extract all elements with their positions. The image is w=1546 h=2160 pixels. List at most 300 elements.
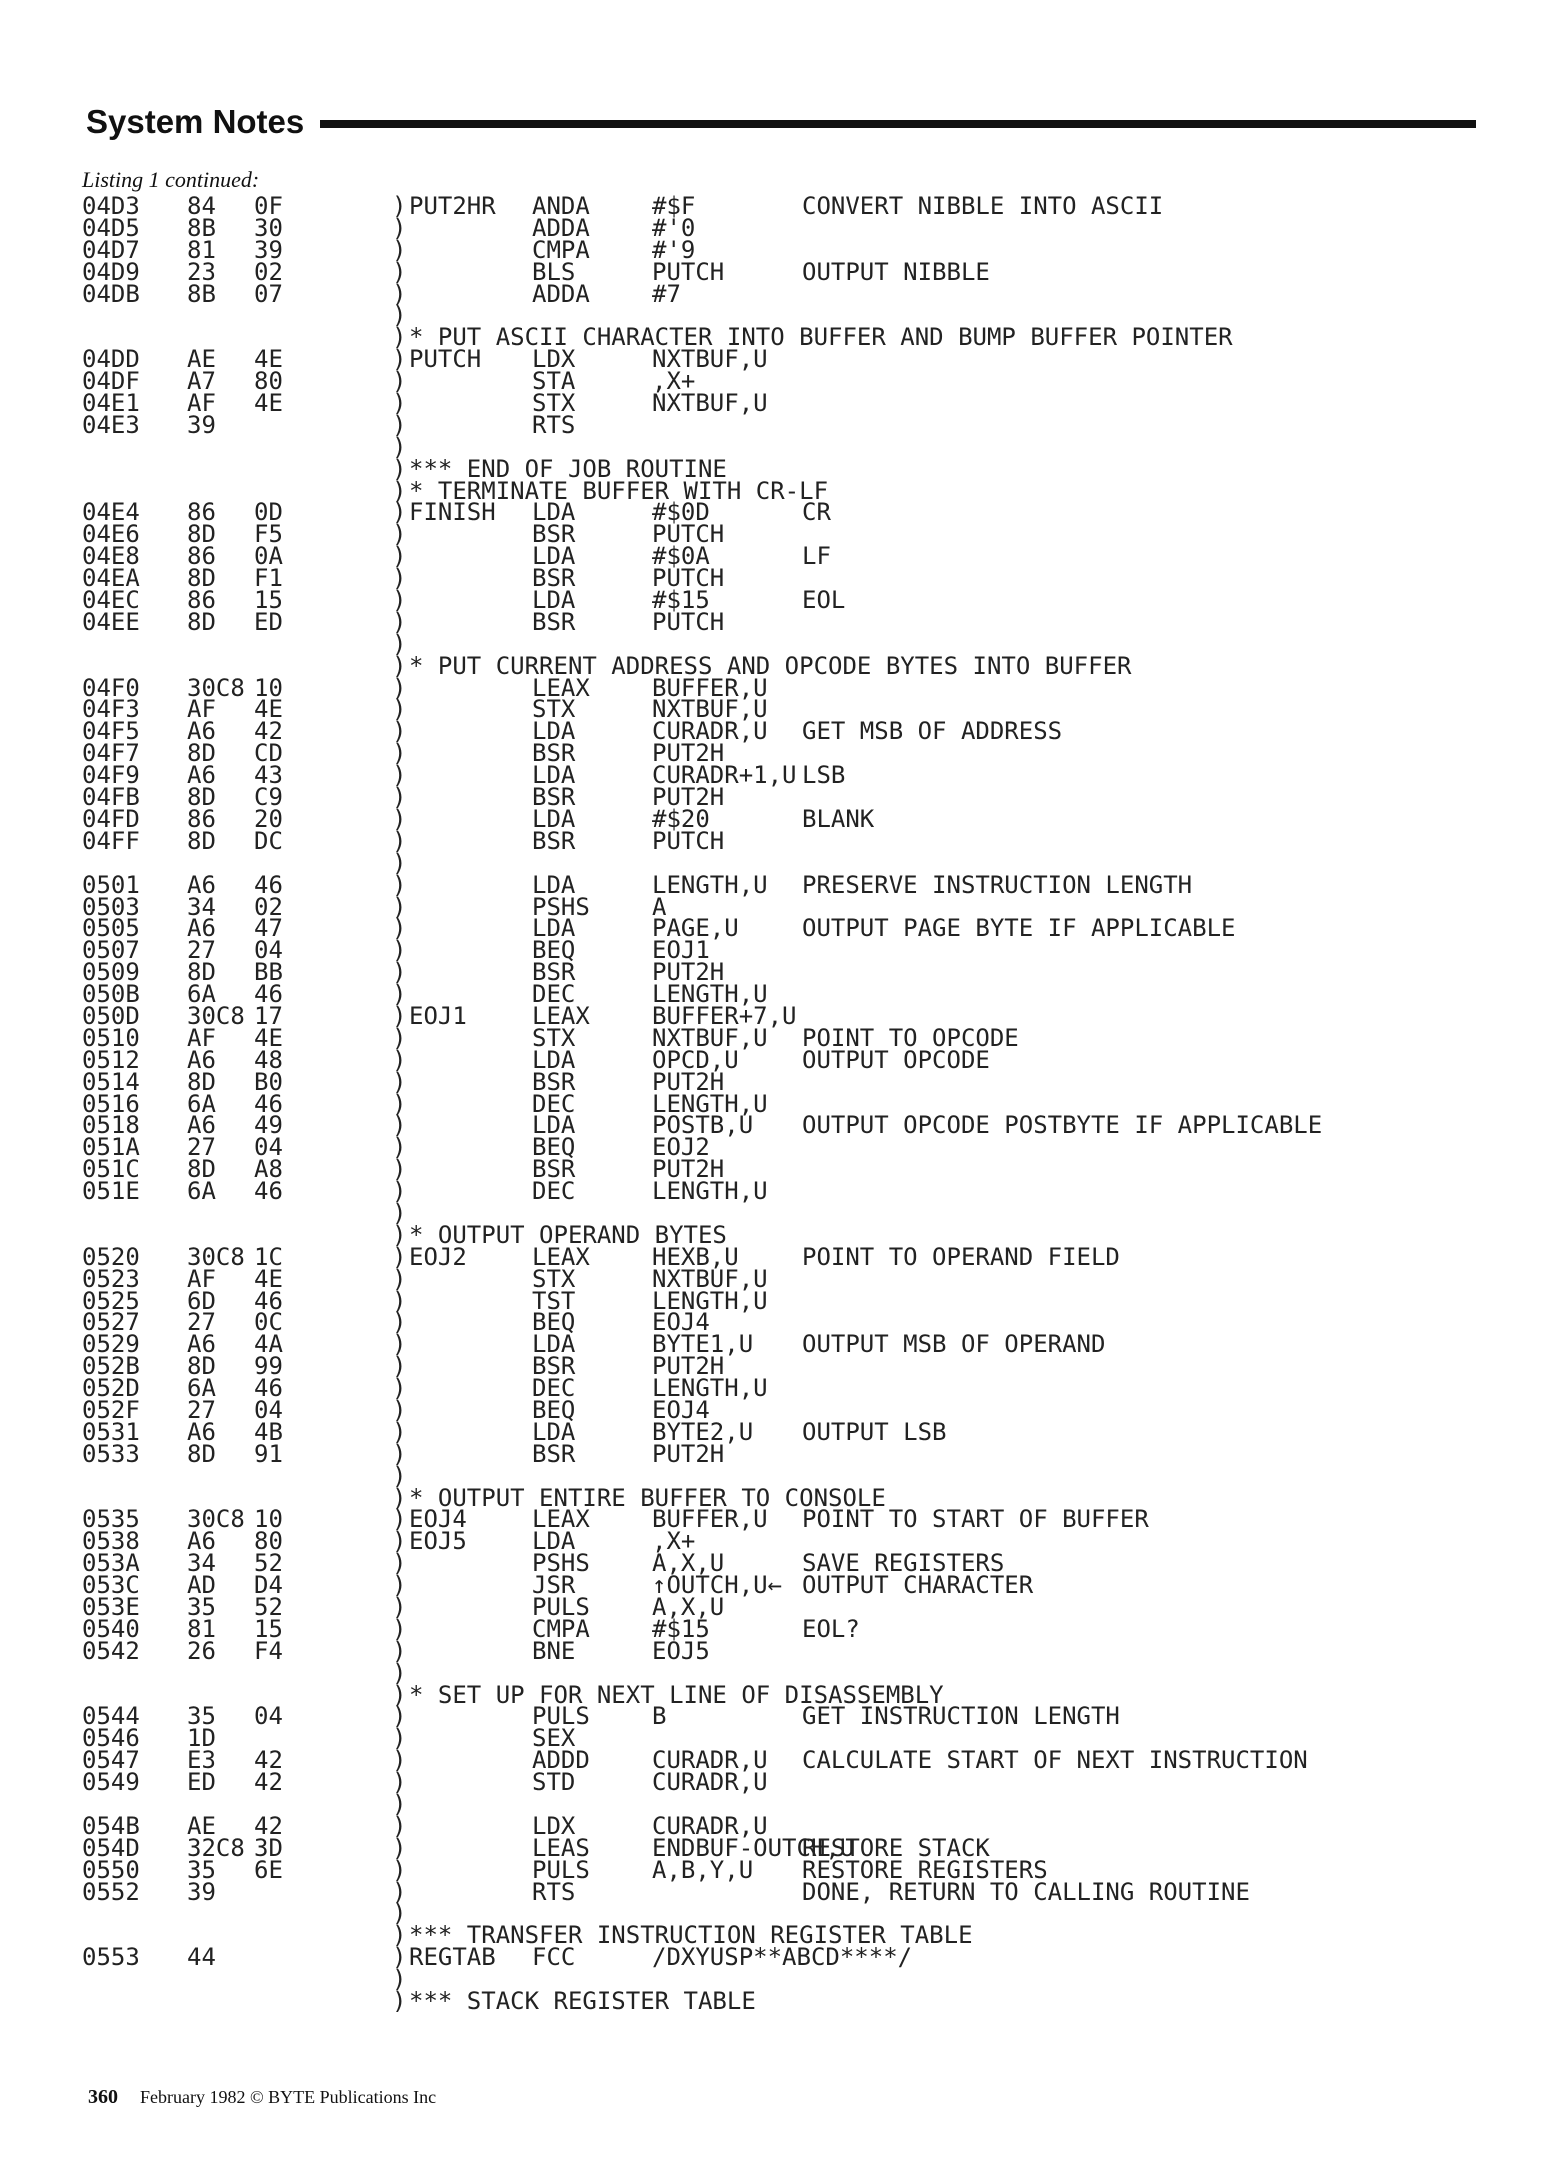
listing-address: 0510: [82, 1023, 140, 1052]
listing-byte: 02: [254, 257, 283, 286]
page-footer: [88, 2085, 436, 2109]
listing-opcode: LDA: [532, 498, 576, 527]
listing-byte: 35: [187, 1593, 216, 1621]
listing-byte: 35: [187, 1702, 216, 1731]
listing-byte: 80: [254, 367, 283, 396]
listing-address: 0503: [82, 892, 140, 921]
listing-byte: AF: [187, 1264, 216, 1293]
listing-opcode: BSR: [532, 520, 576, 549]
code-listing: [82, 192, 1522, 2016]
listing-byte: 15: [254, 1614, 283, 1643]
listing-label: EOJ5: [409, 1527, 467, 1556]
listing-address: 04FD: [82, 804, 140, 833]
listing-opcode: LEAX: [532, 1001, 590, 1030]
listing-line: [82, 1439, 1522, 1468]
listing-opcode: ANDA: [532, 192, 590, 220]
listing-line: [82, 586, 1522, 615]
listing-address: 0535: [82, 1505, 140, 1534]
listing-byte: A8: [254, 1155, 283, 1184]
listing-opcode: LDA: [532, 717, 576, 746]
listing-address: 04F7: [82, 739, 140, 768]
listing-prompt: ): [392, 1899, 407, 1928]
listing-prompt: ): [392, 695, 407, 724]
listing-byte: 39: [254, 235, 283, 264]
listing-opcode: STX: [532, 1023, 576, 1052]
listing-address: 0525: [82, 1286, 140, 1315]
listing-byte: 42: [254, 1746, 283, 1775]
listing-byte: 6A: [187, 1374, 216, 1403]
listing-byte: C9: [254, 783, 283, 812]
listing-line: [82, 1374, 1522, 1403]
listing-opcode: CMPA: [532, 1614, 590, 1643]
listing-remark: * PUT CURRENT ADDRESS AND OPCODE BYTES INTO BUFFER: [409, 651, 1132, 680]
listing-byte: 27: [187, 936, 216, 965]
listing-byte: 27: [187, 1395, 216, 1424]
listing-byte: BB: [254, 958, 283, 987]
listing-address: 054D: [82, 1833, 140, 1862]
listing-byte: 46: [254, 870, 283, 899]
listing-byte: 27: [187, 1308, 216, 1337]
listing-opcode: LDX: [532, 345, 576, 374]
listing-address: 0547: [82, 1746, 140, 1775]
listing-byte: 30C8: [187, 1505, 245, 1534]
listing-address: 0540: [82, 1614, 140, 1643]
listing-line: [82, 1702, 1522, 1731]
listing-prompt: ): [392, 1483, 407, 1512]
listing-byte: 23: [187, 257, 216, 286]
listing-operand: #7: [652, 279, 681, 308]
listing-byte: 86: [187, 498, 216, 527]
listing-line: [82, 345, 1522, 374]
listing-prompt: ): [392, 1001, 407, 1030]
listing-byte: 04: [254, 1395, 283, 1424]
listing-operand: EOJ2: [652, 1133, 710, 1162]
listing-address: 0529: [82, 1330, 140, 1359]
listing-comment: CR: [802, 498, 831, 527]
listing-address: 0523: [82, 1264, 140, 1293]
listing-byte: 91: [254, 1439, 283, 1468]
listing-address: 0512: [82, 1045, 140, 1074]
listing-byte: 6D: [187, 1286, 216, 1315]
listing-address: 052F: [82, 1395, 140, 1424]
listing-byte: 81: [187, 235, 216, 264]
listing-address: 054B: [82, 1811, 140, 1840]
listing-operand: BYTE1,U: [652, 1330, 754, 1359]
listing-address: 0501: [82, 870, 140, 899]
listing-remark: *** STACK REGISTER TABLE: [409, 1987, 756, 2016]
listing-prompt: ): [392, 345, 407, 374]
listing-opcode: LEAS: [532, 1833, 590, 1862]
listing-byte: 04: [254, 1702, 283, 1731]
listing-operand: LENGTH,U: [652, 980, 768, 1009]
listing-byte: 07: [254, 279, 283, 308]
listing-byte: 8D: [187, 1439, 216, 1468]
listing-prompt: ): [392, 257, 407, 286]
listing-prompt: ): [392, 1155, 407, 1184]
listing-line: [82, 1352, 1522, 1381]
listing-opcode: SEX: [532, 1724, 576, 1753]
listing-operand: HEXB,U: [652, 1242, 739, 1271]
listing-address: 053A: [82, 1549, 140, 1578]
listing-address: 04E4: [82, 498, 140, 527]
listing-line: [82, 367, 1522, 396]
listing-comment: PRESERVE INSTRUCTION LENGTH: [802, 870, 1193, 899]
listing-address: 0533: [82, 1439, 140, 1468]
listing-operand: NXTBUF,U: [652, 389, 768, 418]
listing-label: FINISH: [409, 498, 496, 527]
listing-label: EOJ2: [409, 1242, 467, 1271]
listing-byte: 34: [187, 1549, 216, 1578]
listing-prompt: ): [392, 1987, 407, 2016]
listing-operand: CURADR+1,U: [652, 761, 797, 790]
listing-byte: ED: [254, 607, 283, 636]
listing-byte: 4E: [254, 1264, 283, 1293]
listing-line: [82, 1746, 1522, 1775]
listing-operand: NXTBUF,U: [652, 345, 768, 374]
listing-byte: 27: [187, 1133, 216, 1162]
listing-line: [82, 213, 1522, 242]
listing-prompt: ): [392, 367, 407, 396]
listing-byte: 42: [254, 1811, 283, 1840]
listing-line: [82, 761, 1522, 790]
listing-operand: #$15: [652, 586, 710, 615]
listing-address: 04F3: [82, 695, 140, 724]
listing-line: [82, 410, 1522, 439]
listing-operand: ENDBUF-OUTCH,U: [652, 1833, 855, 1862]
listing-address: 04FF: [82, 826, 140, 855]
listing-operand: PUT2H: [652, 958, 725, 987]
listing-comment: RESTORE REGISTERS: [802, 1855, 1048, 1884]
listing-comment: EOL?: [802, 1614, 860, 1643]
listing-prompt: ): [392, 1439, 407, 1468]
listing-prompt: ): [392, 498, 407, 527]
listing-line: [82, 958, 1522, 987]
listing-line: [82, 1636, 1522, 1665]
listing-prompt: ): [392, 892, 407, 921]
listing-opcode: ADDA: [532, 213, 590, 242]
listing-prompt: ): [392, 914, 407, 943]
listing-label: PUTCH: [409, 345, 482, 374]
listing-opcode: PULS: [532, 1702, 590, 1731]
listing-prompt: ): [392, 651, 407, 680]
listing-byte: 20: [254, 804, 283, 833]
listing-prompt: ): [392, 213, 407, 242]
listing-byte: 86: [187, 804, 216, 833]
listing-address: 0552: [82, 1877, 140, 1906]
listing-operand: NXTBUF,U: [652, 1264, 768, 1293]
listing-operand: PUTCH: [652, 826, 725, 855]
listing-byte: 49: [254, 1111, 283, 1140]
listing-byte: 8D: [187, 826, 216, 855]
listing-comment: SAVE REGISTERS: [802, 1549, 1005, 1578]
listing-operand: ,X+: [652, 1527, 696, 1556]
listing-operand: LENGTH,U: [652, 1286, 768, 1315]
listing-byte: 4A: [254, 1330, 283, 1359]
listing-byte: F5: [254, 520, 283, 549]
listing-line: [82, 1417, 1522, 1446]
listing-opcode: PSHS: [532, 1549, 590, 1578]
listing-prompt: ): [392, 1921, 407, 1950]
listing-operand: CURADR,U: [652, 1768, 768, 1797]
listing-byte: 1C: [254, 1242, 283, 1271]
listing-byte: 8D: [187, 1067, 216, 1096]
listing-prompt: ): [392, 980, 407, 1009]
listing-prompt: ): [392, 1724, 407, 1753]
listing-address: 053E: [82, 1593, 140, 1621]
listing-opcode: BSR: [532, 607, 576, 636]
listing-line: [82, 717, 1522, 746]
listing-operand: EOJ4: [652, 1308, 710, 1337]
listing-operand: A: [652, 892, 667, 921]
listing-operand: ↑OUTCH,U←: [652, 1571, 783, 1600]
listing-opcode: STA: [532, 367, 576, 396]
listing-operand: #'0: [652, 213, 696, 242]
listing-address: 0505: [82, 914, 140, 943]
listing-line: [82, 1198, 1522, 1227]
listing-byte: 6A: [187, 1089, 216, 1118]
listing-prompt: ): [392, 958, 407, 987]
listing-opcode: BLS: [532, 257, 576, 286]
listing-prompt: ): [392, 1549, 407, 1578]
listing-operand: BUFFER,U: [652, 1505, 768, 1534]
listing-byte: 46: [254, 1286, 283, 1315]
listing-byte: E3: [187, 1746, 216, 1775]
listing-address: 04E8: [82, 542, 140, 571]
listing-operand: LENGTH,U: [652, 1177, 768, 1206]
listing-remark: * OUTPUT OPERAND BYTES: [409, 1220, 727, 1249]
listing-opcode: RTS: [532, 1877, 576, 1906]
listing-prompt: ): [392, 279, 407, 308]
listing-address: 04D3: [82, 192, 140, 220]
listing-operand: PUT2H: [652, 739, 725, 768]
listing-comment: POINT TO OPCODE: [802, 1023, 1019, 1052]
listing-address: 04F5: [82, 717, 140, 746]
listing-opcode: LDX: [532, 1811, 576, 1840]
listing-byte: 02: [254, 892, 283, 921]
listing-comment: CONVERT NIBBLE INTO ASCII: [802, 192, 1164, 220]
listing-address: 04D9: [82, 257, 140, 286]
listing-label: EOJ4: [409, 1505, 467, 1534]
listing-line: [82, 980, 1522, 1009]
listing-prompt: ): [392, 1286, 407, 1315]
listing-byte: 8D: [187, 1155, 216, 1184]
listing-byte: 42: [254, 1768, 283, 1797]
listing-byte: 8B: [187, 213, 216, 242]
listing-opcode: BSR: [532, 1439, 576, 1468]
listing-byte: 39: [187, 1877, 216, 1906]
listing-line: [82, 1987, 1522, 2016]
listing-byte: 0D: [254, 498, 283, 527]
listing-operand: PUTCH: [652, 607, 725, 636]
listing-byte: 39: [187, 410, 216, 439]
listing-prompt: ): [392, 476, 407, 505]
listing-byte: A6: [187, 870, 216, 899]
listing-line: [82, 1264, 1522, 1293]
listing-address: 051E: [82, 1177, 140, 1206]
listing-opcode: BSR: [532, 1067, 576, 1096]
listing-opcode: CMPA: [532, 235, 590, 264]
listing-prompt: ): [392, 1702, 407, 1731]
listing-comment: POINT TO START OF BUFFER: [802, 1505, 1149, 1534]
listing-address: 0549: [82, 1768, 140, 1797]
listing-line: [82, 1571, 1522, 1600]
listing-operand: A,X,U: [652, 1593, 725, 1621]
listing-opcode: STX: [532, 389, 576, 418]
listing-opcode: LEAX: [532, 673, 590, 702]
listing-prompt: ): [392, 1636, 407, 1665]
listing-byte: A6: [187, 1045, 216, 1074]
listing-byte: 80: [254, 1527, 283, 1556]
listing-prompt: ): [392, 1461, 407, 1490]
listing-address: 050B: [82, 980, 140, 1009]
listing-byte: AF: [187, 389, 216, 418]
listing-operand: #'9: [652, 235, 696, 264]
listing-byte: A6: [187, 1111, 216, 1140]
listing-address: 0550: [82, 1855, 140, 1884]
listing-operand: PUT2H: [652, 1155, 725, 1184]
listing-comment: OUTPUT MSB OF OPERAND: [802, 1330, 1106, 1359]
listing-opcode: LDA: [532, 914, 576, 943]
listing-opcode: LDA: [532, 870, 576, 899]
listing-opcode: DEC: [532, 1177, 576, 1206]
listing-byte: 6E: [254, 1855, 283, 1884]
listing-opcode: PULS: [532, 1855, 590, 1884]
listing-comment: BLANK: [802, 804, 875, 833]
listing-opcode: RTS: [532, 410, 576, 439]
listing-operand: A,B,Y,U: [652, 1855, 754, 1884]
listing-prompt: ): [392, 1943, 407, 1972]
listing-address: 04E1: [82, 389, 140, 418]
listing-byte: 8D: [187, 1352, 216, 1381]
listing-prompt: ): [392, 1790, 407, 1819]
listing-address: 04EA: [82, 564, 140, 593]
listing-operand: PUT2H: [652, 783, 725, 812]
listing-opcode: BSR: [532, 739, 576, 768]
listing-prompt: ): [392, 1571, 407, 1600]
listing-line: [82, 1177, 1522, 1206]
listing-prompt: ): [392, 1045, 407, 1074]
listing-byte: 4B: [254, 1417, 283, 1446]
listing-address: 04DB: [82, 279, 140, 308]
listing-prompt: ): [392, 1395, 407, 1424]
listing-prompt: ): [392, 586, 407, 615]
listing-address: 04DF: [82, 367, 140, 396]
listing-prompt: ): [392, 1965, 407, 1994]
listing-opcode: LDA: [532, 1417, 576, 1446]
listing-address: 04DD: [82, 345, 140, 374]
listing-address: 050D: [82, 1001, 140, 1030]
listing-prompt: ): [392, 1242, 407, 1271]
listing-operand: PUTCH: [652, 564, 725, 593]
listing-byte: 8B: [187, 279, 216, 308]
listing-operand: POSTB,U: [652, 1111, 754, 1140]
listing-byte: ED: [187, 1768, 216, 1797]
listing-byte: 42: [254, 717, 283, 746]
listing-opcode: STX: [532, 1264, 576, 1293]
listing-operand: #$15: [652, 1614, 710, 1643]
listing-comment: OUTPUT OPCODE: [802, 1045, 990, 1074]
listing-byte: 35: [187, 1855, 216, 1884]
listing-line: [82, 1133, 1522, 1162]
listing-address: 0553: [82, 1943, 140, 1972]
listing-byte: 99: [254, 1352, 283, 1381]
listing-line: [82, 1330, 1522, 1359]
listing-operand: LENGTH,U: [652, 870, 768, 899]
listing-byte: D4: [254, 1571, 283, 1600]
listing-operand: PUT2H: [652, 1439, 725, 1468]
listing-prompt: ): [392, 936, 407, 965]
listing-line: [82, 1155, 1522, 1184]
listing-line: [82, 1286, 1522, 1315]
listing-byte: 15: [254, 586, 283, 615]
listing-opcode: BNE: [532, 1636, 576, 1665]
listing-prompt: ): [392, 432, 407, 461]
listing-prompt: ): [392, 192, 407, 220]
listing-byte: 48: [254, 1045, 283, 1074]
listing-opcode: LDA: [532, 761, 576, 790]
listing-byte: 4E: [254, 1023, 283, 1052]
listing-byte: A6: [187, 717, 216, 746]
listing-byte: B0: [254, 1067, 283, 1096]
listing-comment: POINT TO OPERAND FIELD: [802, 1242, 1120, 1271]
listing-opcode: LEAX: [532, 1505, 590, 1534]
listing-opcode: JSR: [532, 1571, 576, 1600]
listing-prompt: ): [392, 761, 407, 790]
listing-prompt: ): [392, 1417, 407, 1446]
listing-prompt: ): [392, 1746, 407, 1775]
listing-byte: A6: [187, 1330, 216, 1359]
listing-byte: 86: [187, 586, 216, 615]
listing-byte: 46: [254, 980, 283, 1009]
listing-line: [82, 1943, 1522, 1972]
listing-byte: A6: [187, 1417, 216, 1446]
listing-prompt: ): [392, 1811, 407, 1840]
listing-prompt: ): [392, 520, 407, 549]
listing-prompt: ): [392, 542, 407, 571]
listing-prompt: ): [392, 1177, 407, 1206]
listing-address: 0544: [82, 1702, 140, 1731]
listing-address: 0538: [82, 1527, 140, 1556]
listing-opcode: DEC: [532, 1374, 576, 1403]
listing-line: [82, 389, 1522, 418]
listing-opcode: BSR: [532, 826, 576, 855]
listing-operand: A,X,U: [652, 1549, 725, 1578]
listing-byte: 1D: [187, 1724, 216, 1753]
listing-byte: 81: [187, 1614, 216, 1643]
listing-byte: 4E: [254, 389, 283, 418]
listing-opcode: BEQ: [532, 1308, 576, 1337]
listing-byte: 0F: [254, 192, 283, 220]
listing-opcode: STD: [532, 1768, 576, 1797]
listing-operand: PAGE,U: [652, 914, 739, 943]
listing-byte: 84: [187, 192, 216, 220]
listing-byte: 8D: [187, 783, 216, 812]
section-title: System Notes: [86, 103, 305, 140]
listing-byte: 10: [254, 1505, 283, 1534]
listing-prompt: ): [392, 870, 407, 899]
listing-address: 04D7: [82, 235, 140, 264]
listing-byte: 86: [187, 542, 216, 571]
listing-address: 053C: [82, 1571, 140, 1600]
listing-comment: LF: [802, 542, 831, 571]
listing-byte: AE: [187, 1811, 216, 1840]
listing-prompt: ): [392, 1330, 407, 1359]
listing-byte: 30: [254, 213, 283, 242]
listing-opcode: FCC: [532, 1943, 576, 1972]
listing-byte: DC: [254, 826, 283, 855]
listing-opcode: LDA: [532, 804, 576, 833]
listing-byte: 0A: [254, 542, 283, 571]
